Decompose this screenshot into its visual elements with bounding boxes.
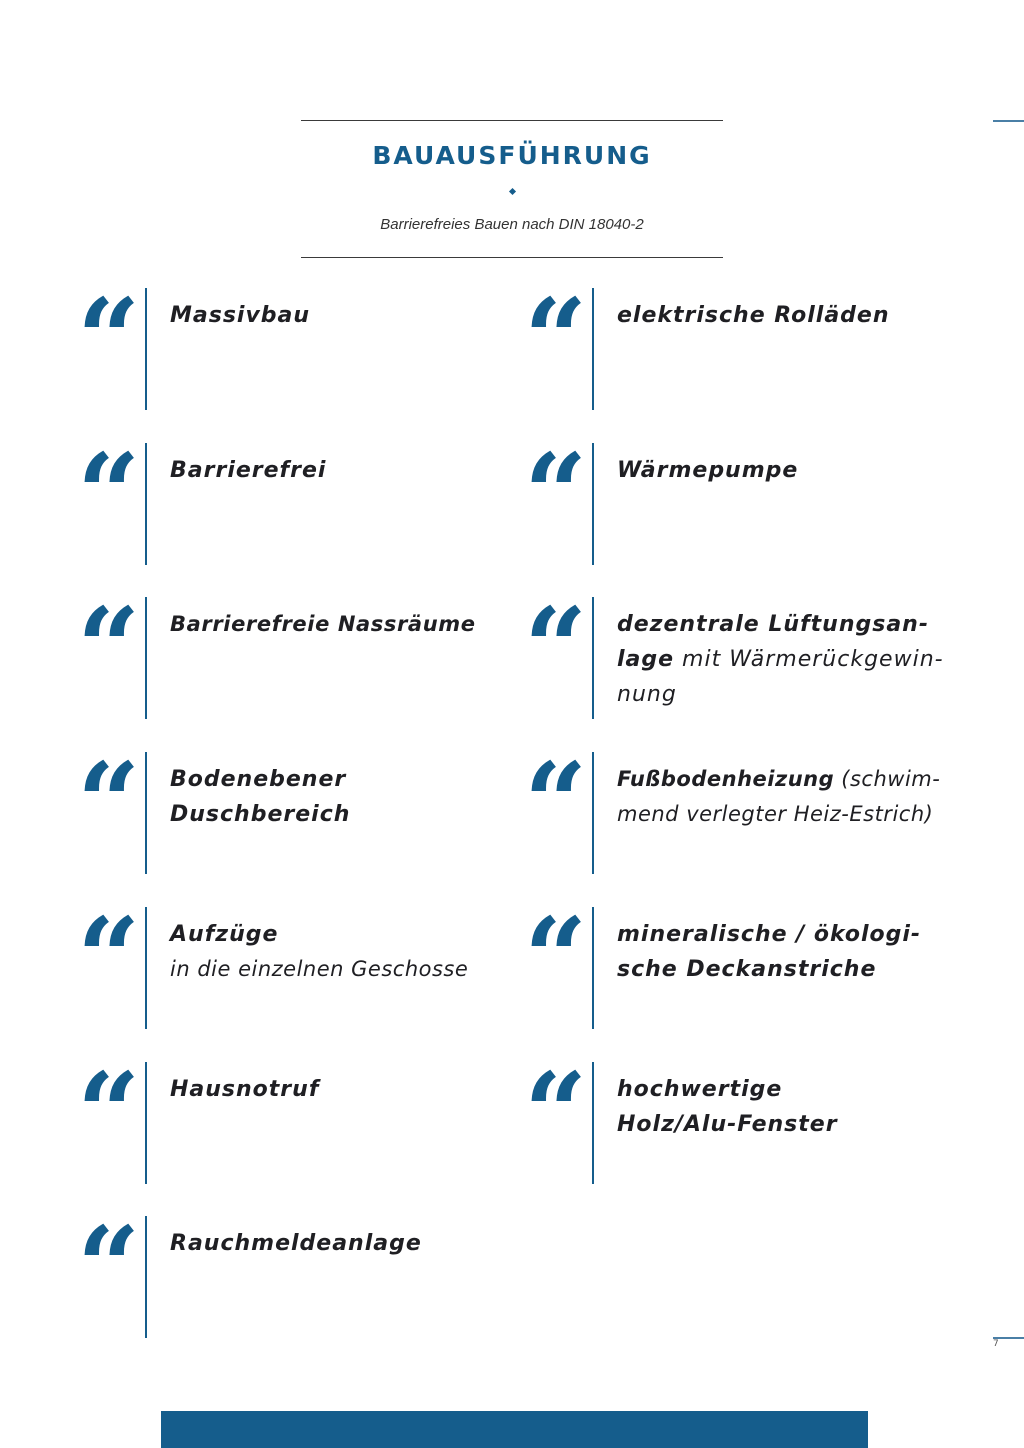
quote-icon: “	[524, 429, 582, 558]
list-item	[524, 583, 964, 719]
list-item	[524, 429, 964, 565]
quote-icon: “	[524, 893, 582, 1022]
item-text	[170, 917, 520, 987]
item-text	[170, 762, 370, 832]
list-item	[77, 583, 517, 719]
item-title: mineralische / ökologi-sche Deckanstriche	[617, 922, 922, 982]
list-item	[524, 1048, 964, 1184]
item-title: Wärmepumpe	[617, 458, 799, 483]
item-text	[617, 1072, 857, 1142]
quote-icon: “	[77, 583, 135, 712]
item-title: hochwertige Holz/Alu-Fenster	[617, 1077, 838, 1137]
item-detail: mit Wärmerückgewin-nung	[617, 647, 944, 707]
page-title: BAUAUSFÜHRUNG	[372, 141, 652, 170]
item-text	[617, 607, 947, 712]
item-title: Rauchmeldeanlage	[170, 1231, 422, 1256]
edge-line-top	[993, 120, 1024, 122]
quote-icon: “	[77, 893, 135, 1022]
page-number: 7	[993, 1339, 999, 1349]
footer-bar	[161, 1411, 868, 1448]
list-item	[524, 738, 964, 874]
item-text	[170, 1072, 510, 1107]
quote-icon: “	[524, 583, 582, 712]
quote-icon: “	[77, 274, 135, 403]
list-item	[77, 738, 517, 874]
quote-icon: “	[524, 274, 582, 403]
divider	[145, 443, 147, 565]
divider	[592, 752, 594, 874]
list-item	[77, 893, 517, 1029]
divider	[592, 907, 594, 1029]
divider	[145, 1062, 147, 1184]
divider	[145, 1216, 147, 1338]
item-detail: in die einzelnen Geschosse	[170, 957, 469, 981]
divider	[145, 597, 147, 719]
item-title: Aufzüge	[170, 922, 279, 947]
page-subtitle: Barrierefreies Bauen nach DIN 18040-2	[380, 216, 644, 233]
item-title: Fußbodenheizung	[617, 767, 835, 791]
divider	[145, 907, 147, 1029]
quote-icon: “	[524, 1048, 582, 1177]
item-text	[617, 762, 962, 832]
quote-icon: “	[77, 1202, 135, 1331]
item-title: elektrische Rolläden	[617, 303, 890, 328]
quote-icon: “	[524, 738, 582, 867]
list-item	[77, 429, 517, 565]
item-text	[617, 453, 957, 488]
list-item	[77, 274, 517, 410]
item-title: Massivbau	[170, 303, 311, 328]
quote-icon: “	[77, 1048, 135, 1177]
item-title: dezentrale Lüftungsan-lage	[617, 612, 929, 672]
item-title: Hausnotruf	[170, 1077, 320, 1102]
divider	[592, 597, 594, 719]
list-item	[77, 1202, 517, 1338]
item-text	[170, 298, 510, 333]
item-text	[170, 607, 510, 642]
divider	[592, 288, 594, 410]
item-text	[617, 298, 957, 333]
list-item	[524, 274, 964, 410]
quote-icon: “	[77, 738, 135, 867]
item-text	[170, 453, 510, 488]
diamond-icon	[509, 188, 516, 195]
item-text	[617, 917, 927, 987]
item-title: Barrierefreie Nassräume	[170, 612, 476, 636]
item-text	[170, 1226, 510, 1261]
list-item	[77, 1048, 517, 1184]
divider	[145, 752, 147, 874]
item-detail: (schwim-mend verlegter Heiz-Estrich)	[617, 767, 941, 826]
quote-icon: “	[77, 429, 135, 558]
divider	[592, 1062, 594, 1184]
item-title: Barrierefrei	[170, 458, 327, 483]
item-title: Bodenebener Duschbereich	[170, 767, 351, 827]
divider	[592, 443, 594, 565]
section-header	[301, 120, 723, 258]
list-item	[524, 893, 964, 1029]
divider	[145, 288, 147, 410]
